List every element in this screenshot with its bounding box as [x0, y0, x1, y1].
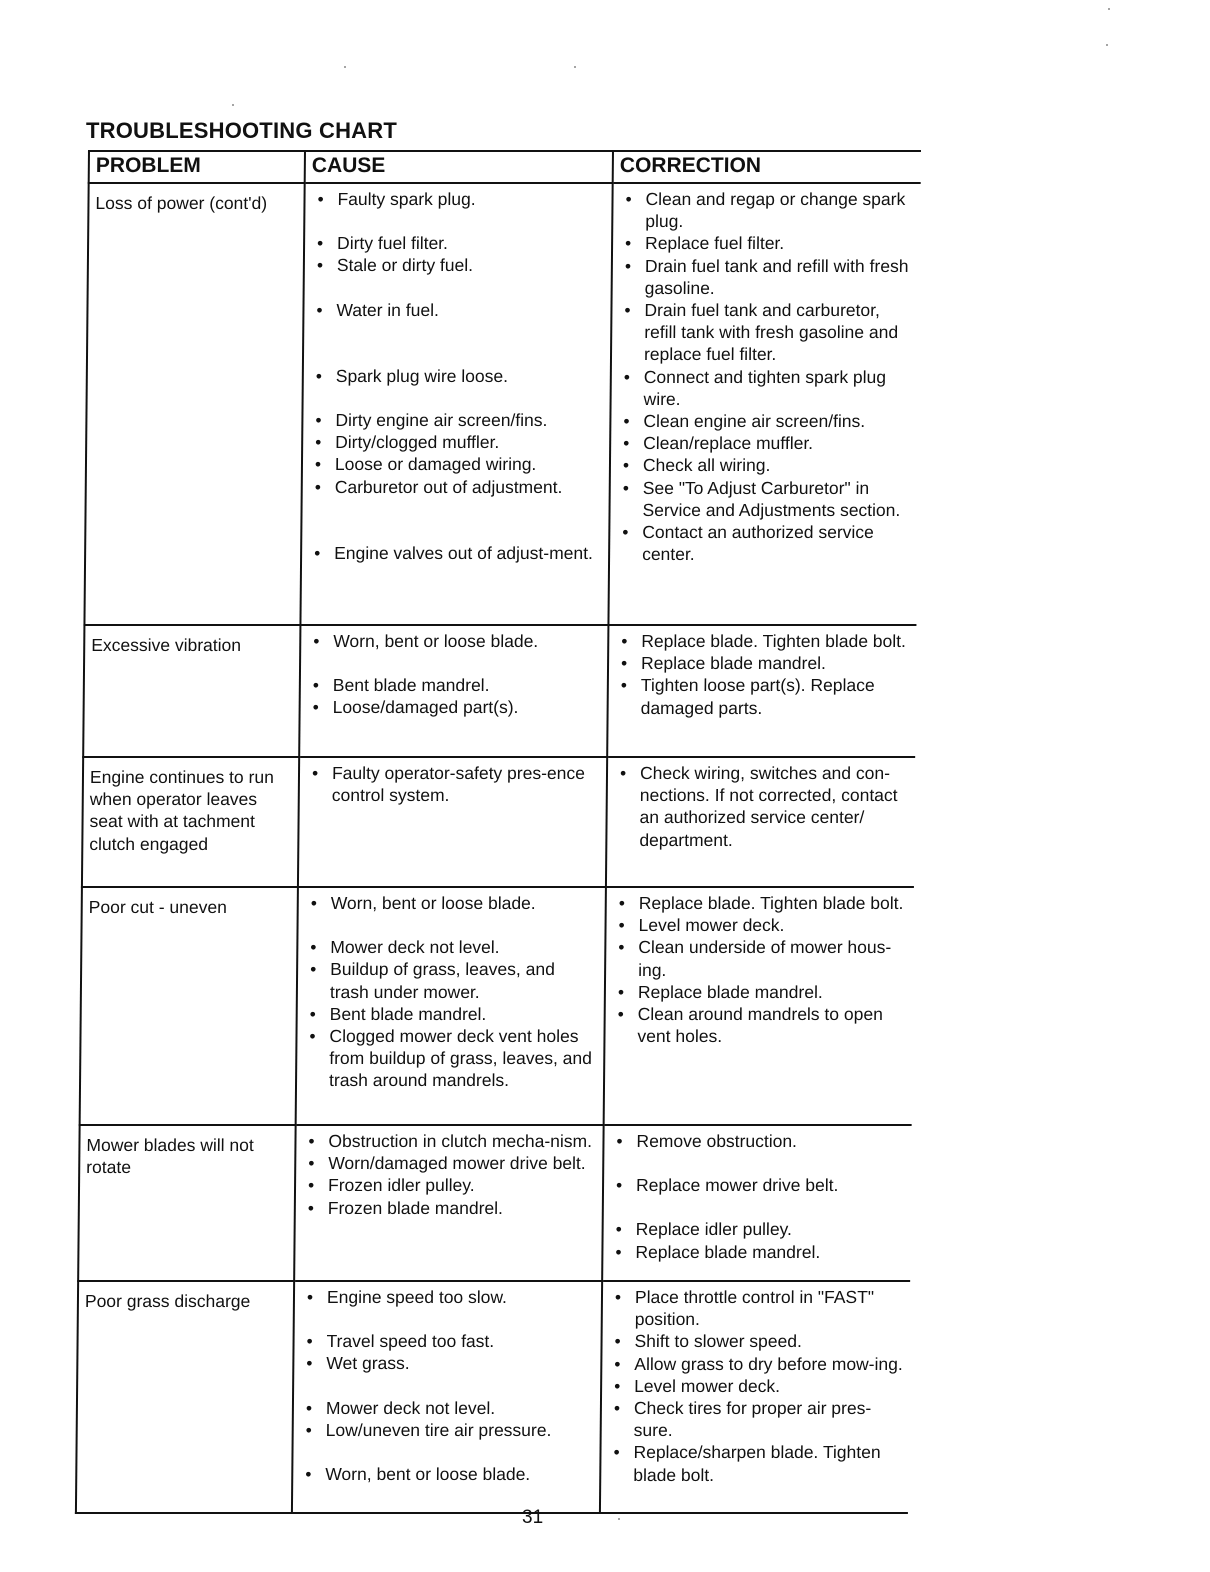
correction-item: • Remove obstruction. [612, 1130, 905, 1152]
cause-item: • Dirty fuel filter. [313, 232, 605, 254]
problem-cell: Loss of power (cont'd) [84, 183, 304, 625]
correction-item: • Replace blade mandrel. [611, 1241, 904, 1263]
correction-item: • Clean engine air screen/fins. [619, 410, 912, 432]
correction-item: • Connect and tighten spark plug wire. [620, 366, 913, 410]
cause-item: • Worn, bent or loose blade. [307, 892, 599, 914]
cause-item: • Low/uneven tire air pressure. [302, 1419, 594, 1441]
page-number: 31 [522, 1507, 544, 1528]
cause-item: • Worn, bent or loose blade. [301, 1463, 593, 1485]
scan-speck [232, 104, 234, 106]
correction-item: • Check tires for proper air pres-sure. [610, 1397, 903, 1441]
correction-item: • Replace fuel filter. [621, 232, 914, 254]
cause-item: • Faulty spark plug. [313, 188, 605, 210]
table-row [80, 887, 914, 1125]
correction-cell [606, 757, 915, 887]
cause-cell [298, 757, 607, 887]
cause-item: • Spark plug wire loose. [312, 365, 604, 387]
chart-title: TROUBLESHOOTING CHART [86, 118, 397, 143]
cause-item: • Worn/damaged mower drive belt. [304, 1152, 596, 1174]
correction-item: • Place throttle control in "FAST" position. [611, 1286, 904, 1330]
correction-item: • Clean and regap or change spark plug. [621, 188, 914, 232]
cause-item: • Bent blade mandrel. [309, 674, 601, 696]
table-row [76, 1281, 910, 1513]
cause-cell [300, 183, 612, 625]
problem-cell: Poor grass discharge [76, 1281, 294, 1513]
correction-item: • Level mower deck. [610, 1375, 903, 1397]
correction-item: • Check all wiring. [619, 454, 912, 476]
correction-item: • See "To Adjust Carburetor" in Service and Adjustments section. [618, 477, 911, 521]
header-cause: CAUSE [305, 151, 613, 183]
cause-item: • Engine valves out of adjust-ment. [310, 542, 602, 564]
correction-item: • Replace/sharpen blade. Tighten blade bolt. [609, 1441, 902, 1485]
scan-speck [344, 66, 346, 68]
correction-item: • Check wiring, switches and con-nections. If not corrected, contact an authorized service center/ department. [615, 762, 909, 851]
scan-speck [574, 66, 576, 68]
cause-item: • Worn, bent or loose blade. [309, 630, 601, 652]
cause-item: • Engine speed too slow. [303, 1286, 595, 1308]
correction-cell [608, 183, 920, 625]
correction-item: • Tighten loose part(s). Replace damaged parts. [617, 674, 910, 718]
correction-cell [607, 625, 916, 757]
cause-cell [299, 625, 608, 757]
table-row [84, 183, 920, 625]
cause-item: • Obstruction in clutch mecha-nism. [304, 1130, 596, 1152]
cause-item: • Frozen idler pulley. [304, 1174, 596, 1196]
correction-item: • Drain fuel tank and refill with fresh gasoline. [621, 255, 914, 299]
problem-cell: Poor cut - uneven [80, 887, 298, 1125]
scan-speck [1108, 8, 1110, 10]
cause-item: • Travel speed too fast. [302, 1330, 594, 1352]
problem-cell: Excessive vibration [83, 625, 300, 757]
cause-item: • Carburetor out of adjustment. [311, 476, 603, 498]
cause-item: • Mower deck not level. [306, 936, 598, 958]
header-row [89, 151, 921, 183]
cause-cell [294, 1125, 603, 1281]
correction-item: • Replace blade. Tighten blade bolt. [615, 892, 908, 914]
correction-item: • Level mower deck. [614, 914, 907, 936]
correction-cell [604, 887, 914, 1125]
cause-cell [296, 887, 606, 1125]
cause-item: • Clogged mower deck vent holes from buildup of grass, leaves, and trash around mandrels. [305, 1025, 598, 1092]
correction-item: • Contact an authorized service center. [618, 521, 911, 565]
problem-cell: Engine continues to run when operator leaves seat with at tachment clutch engaged [82, 757, 299, 887]
cause-item: • Wet grass. [302, 1352, 594, 1374]
cause-item: • Loose/damaged part(s). [309, 696, 601, 718]
cause-item: • Faulty operator-safety pres-ence control system. [308, 762, 600, 806]
correction-item: • Shift to slower speed. [610, 1330, 903, 1352]
cause-item: • Mower deck not level. [302, 1397, 594, 1419]
table-row [78, 1125, 911, 1281]
correction-item: • Replace blade. Tighten blade bolt. [617, 630, 910, 652]
correction-item: • Replace idler pulley. [612, 1218, 905, 1240]
cause-item: • Loose or damaged wiring. [311, 453, 603, 475]
table-row [83, 625, 916, 757]
correction-item: • Clean/replace muffler. [619, 432, 912, 454]
correction-cell [602, 1125, 911, 1281]
cause-item: • Water in fuel. [312, 299, 604, 321]
scan-speck [1106, 44, 1108, 46]
cause-item: • Dirty/clogged muffler. [311, 431, 603, 453]
cause-item: • Dirty engine air screen/fins. [311, 409, 603, 431]
cause-cell [292, 1281, 602, 1513]
cause-item: • Bent blade mandrel. [306, 1003, 598, 1025]
correction-item: • Replace mower drive belt. [612, 1174, 905, 1196]
scan-speck [618, 1518, 620, 1520]
correction-item: • Drain fuel tank and carburetor, refill tank with fresh gasoline and replace fuel filter. [620, 299, 914, 366]
correction-cell [600, 1281, 910, 1513]
header-problem: PROBLEM [89, 151, 305, 183]
cause-item: • Frozen blade mandrel. [304, 1197, 596, 1219]
troubleshooting-table [75, 150, 921, 1514]
correction-item: • Clean around mandrels to open vent holes. [613, 1003, 906, 1047]
correction-item: • Replace blade mandrel. [617, 652, 910, 674]
correction-item: • Clean underside of mower hous-ing. [614, 936, 907, 980]
table-row [82, 757, 915, 887]
cause-item: • Stale or dirty fuel. [313, 254, 605, 276]
correction-item: • Allow grass to dry before mow-ing. [610, 1353, 903, 1375]
problem-cell: Mower blades will not rotate [78, 1125, 295, 1281]
header-correction: CORRECTION [613, 151, 921, 183]
correction-item: • Replace blade mandrel. [614, 981, 907, 1003]
cause-item: • Buildup of grass, leaves, and trash under mower. [306, 958, 598, 1002]
